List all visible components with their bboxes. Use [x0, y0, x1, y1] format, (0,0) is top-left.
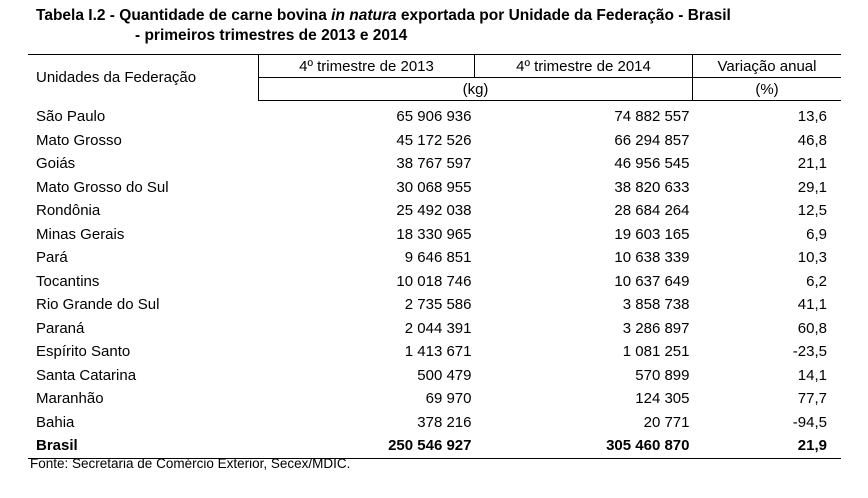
- title-italic: in natura: [331, 7, 397, 24]
- cell-q2013: 25 492 038: [396, 202, 472, 220]
- cell-variation: -23,5: [792, 343, 827, 361]
- cell-uf: Maranhão: [36, 390, 104, 408]
- table-row: [28, 411, 841, 435]
- table-row: [28, 152, 841, 176]
- table-row: [28, 293, 841, 317]
- cell-uf: Tocantins: [36, 272, 100, 290]
- title-line-2: - primeiros trimestres de 2013 e 2014: [135, 27, 408, 44]
- cell-variation: 21,1: [797, 155, 827, 173]
- table-row: [28, 317, 841, 341]
- cell-variation: 6,9: [806, 225, 827, 243]
- cell-variation: 14,1: [797, 366, 827, 384]
- table-body: [28, 101, 841, 459]
- cell-variation: 77,7: [797, 390, 827, 408]
- cell-q2013: 500 479: [417, 366, 472, 384]
- cell-q2013: 2 735 586: [404, 296, 472, 314]
- table-row: [28, 101, 841, 129]
- header-variation: Variação anual: [693, 55, 842, 78]
- cell-q2013: 69 970: [425, 390, 472, 408]
- cell-q2014: 10 638 339: [614, 249, 690, 267]
- cell-variation: 6,2: [806, 272, 827, 290]
- cell-variation: 10,3: [797, 249, 827, 267]
- cell-q2014: 1 081 251: [622, 343, 690, 361]
- cell-q2014: 3 858 738: [622, 296, 690, 314]
- cell-q2014: 3 286 897: [622, 319, 690, 337]
- cell-q2014: 20 771: [643, 413, 690, 431]
- cell-variation: -94,5: [792, 413, 827, 431]
- cell-q2014: 66 294 857: [614, 131, 690, 149]
- cell-q2014: 305 460 870: [475, 434, 693, 458]
- cell-uf: Pará: [36, 249, 68, 267]
- unit-kg: (kg): [259, 78, 693, 101]
- header-row: [28, 55, 841, 78]
- cell-q2014: 570 899: [635, 366, 690, 384]
- table-title: [36, 6, 731, 46]
- source-note: Fonte: Secretaria de Comércio Exterior, Secex/MDIC.: [30, 456, 351, 471]
- header-q2013: 4º trimestre de 2013: [259, 55, 475, 78]
- table-row: [28, 340, 841, 364]
- title-line-1: [36, 6, 731, 26]
- table-row: [28, 364, 841, 388]
- cell-q2013: 65 906 936: [396, 108, 472, 126]
- cell-uf: Mato Grosso: [36, 131, 122, 149]
- cell-uf: Santa Catarina: [36, 366, 137, 384]
- cell-q2013: 250 546 927: [259, 434, 475, 458]
- table-row: [28, 246, 841, 270]
- unit-pct: (%): [693, 78, 842, 101]
- cell-variation: 13,6: [797, 108, 827, 126]
- cell-q2014: 38 820 633: [614, 178, 690, 196]
- header-uf: Unidades da Federação: [28, 55, 259, 101]
- title-suffix: exportada por Unidade da Federação - Brasil: [396, 7, 731, 24]
- cell-uf: Brasil: [28, 434, 259, 458]
- cell-variation: 41,1: [797, 296, 827, 314]
- cell-variation: 21,9: [693, 434, 842, 458]
- cell-q2014: 19 603 165: [614, 225, 690, 243]
- table-row: [28, 199, 841, 223]
- cell-q2013: 378 216: [417, 413, 472, 431]
- cell-q2014: 46 956 545: [614, 155, 690, 173]
- cell-uf: Minas Gerais: [36, 225, 125, 243]
- cell-uf: Mato Grosso do Sul: [36, 178, 169, 196]
- cell-q2013: 2 044 391: [404, 319, 472, 337]
- cell-variation: 46,8: [797, 131, 827, 149]
- cell-uf: Goiás: [36, 155, 76, 173]
- cell-q2013: 30 068 955: [396, 178, 472, 196]
- table-row: [28, 270, 841, 294]
- cell-q2014: 10 637 649: [614, 272, 690, 290]
- cell-variation: 60,8: [797, 319, 827, 337]
- table-row: [28, 129, 841, 153]
- cell-uf: São Paulo: [36, 108, 106, 125]
- cell-uf: Espírito Santo: [36, 343, 131, 361]
- cell-q2014: 124 305: [635, 390, 690, 408]
- title-prefix: Tabela I.2 - Quantidade de carne bovina: [36, 7, 332, 24]
- data-table: [28, 54, 841, 459]
- cell-variation: 12,5: [797, 202, 827, 220]
- cell-q2013: 38 767 597: [396, 155, 472, 173]
- cell-q2014: 74 882 557: [614, 108, 690, 126]
- table-row: [28, 176, 841, 200]
- cell-uf: Rondônia: [36, 202, 101, 220]
- cell-q2013: 9 646 851: [404, 249, 472, 267]
- cell-q2013: 10 018 746: [396, 272, 472, 290]
- cell-q2013: 45 172 526: [396, 131, 472, 149]
- table-row: [28, 223, 841, 247]
- cell-q2013: 18 330 965: [396, 225, 472, 243]
- cell-uf: Bahia: [36, 413, 75, 431]
- cell-uf: Paraná: [36, 319, 85, 337]
- table-row: [28, 387, 841, 411]
- total-row: [28, 434, 841, 458]
- header-q2014: 4º trimestre de 2014: [475, 55, 693, 78]
- cell-uf: Rio Grande do Sul: [36, 296, 160, 314]
- cell-variation: 29,1: [797, 178, 827, 196]
- cell-q2014: 28 684 264: [614, 202, 690, 220]
- cell-q2013: 1 413 671: [404, 343, 472, 361]
